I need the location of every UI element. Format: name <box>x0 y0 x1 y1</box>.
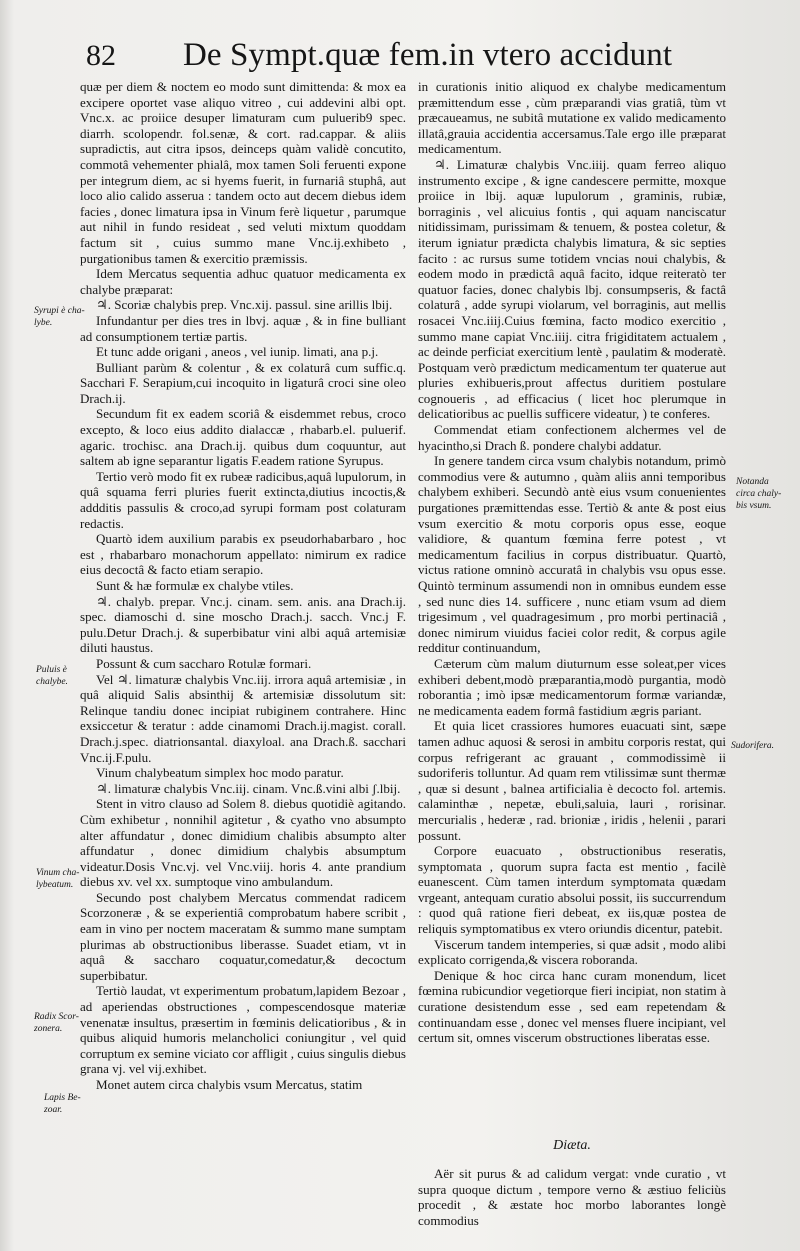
paragraph: in curationis initio aliquod ex chalybe medicamentum præmittendum esse , cùm præparandi vias gratiâ, tùm vt præcaueamus, ne subitâ mutatione ex valido medicamento illatâ,grauia accidentia accersamus.Tale ergo ille præparat medicamentum. <box>418 79 726 157</box>
paragraph: Commendat etiam confectionem alchermes vel de hyacintho,si Drach ß. pondere chalybi addatur. <box>418 422 726 453</box>
margin-note-line: zoar. <box>44 1105 63 1115</box>
paragraph: quæ per diem & noctem eo modo sunt dimittenda: & mox ea excipere oportet vase aliquo vitreo , cui addevini albi opt. Vnc.x. ac proiice desuper limaturam cum puluerib9 spec. diarrh. scolopendr. fol.senæ, & cort. rad.cappar. & aliis supradictis, aut citra ipsos, deinceps quàm validè concutito, commotâ vehementer phialâ, mox tamen Soli feruenti expone per integrum diem, ac si hyems fuerit, in furnariâ stuphâ, aut loco alio calido asserua : tandem octo aut decem diebus idem facies , donec limatura ipsa in Vinum ferè liquetur , parumque aut nihil in fundo resideat , sed veluti mixtum quoddam factum sit , cuius summo mane Vnc.ij.exhibeto , purgationibus tamen & exercitio præmissis. <box>80 79 406 266</box>
paragraph: In genere tandem circa vsum chalybis notandum, primò commodius vere & autumno , quàm aliis anni temporibus chalybem exhiberi. Secundò antè eius vsum conuenientes purgationes præmittendas esse. Tertiò & ante & post eius vsum exercitio & motu corporis opus esse, eoque validiore, & quantum fœmina ferre potest , vt medicamentum facilius in corpus distribuatur. Quartò, victus ratione omninò accuratâ in chalybis vsu opus esse. Quintò terminum assumendi non in omnibus eundem esse , sed nunc dies 14. sufficere , nunc etiam vsum ad diem trigesimum , vel quadragesimum , pro morbi pertinaciâ , donec nimirum viuidus faciei color redit, & corpus agile redditur continuandum, <box>418 453 726 656</box>
paragraph: Idem Mercatus sequentia adhuc quatuor medicamenta ex chalybe præparat: <box>80 266 406 297</box>
margin-note-line: Sudorifera. <box>731 741 775 751</box>
paragraph: Et quia licet crassiores humores euacuati sint, sæpe tamen adhuc aquosi & serosi in ambitu corporis restat, qui corpus refrigerant ac grauant , commodissimè ii sudoriferis tolluntur. Ad quam rem vtilissimæ sunt thermæ , quæ si desunt , balnea artificialia è decocto fol. artemis. calaminthæ , nepetæ, ebuli,saluia, lauri , rorisinar. mercurialis , hederæ , rad. brioniæ , iridis , helenii , parari possunt. <box>418 718 726 843</box>
section-heading: Diæta. <box>553 1138 591 1153</box>
margin-note-line: Vinum cha- <box>36 868 80 878</box>
paragraph: Vel ♃. limaturæ chalybis Vnc.iij. irrora aquâ artemisiæ , in quâ aliquid Salis absinthij & artemisiæ dissolutum sit: Relinque tandiu donec incipiat rubiginem contrahere. Hinc exsiccetur & teratur : adde cinamomi Drach.ij.magist. corall. Drach.j.spec. diatrionsantal. diaxyloal. ana Drach.ß. sacchari Vnc.ij.F.pulu. <box>80 671 406 765</box>
margin-note-line: Lapis Be- <box>44 1093 81 1103</box>
paragraph: Monet autem circa chalybis vsum Mercatus, statim <box>96 1077 363 1092</box>
margin-note-line: Radix Scor- <box>34 1012 79 1022</box>
paragraph: Aër sit purus & ad calidum vergat: vnde curatio , vt supra quoque dictum , tempore verno & æstiuo feliciùs procedit , & æstate hoc morbo laborantes longè commodius <box>418 1166 726 1228</box>
paragraph: Et tunc adde origani , aneos , vel iunip. limati, ana p.j. <box>96 344 379 360</box>
running-title: De Sympt.quæ fem.in vtero accidunt <box>183 37 673 73</box>
margin-note-line: lybeatum. <box>36 880 74 890</box>
margin-note-notanda <box>736 476 781 512</box>
left-text-column <box>80 79 406 1093</box>
paragraph: Viscerum tandem intemperies, si quæ adsit , modo alibi explicato corrigenda,& viscera roboranda. <box>418 936 726 968</box>
paragraph: Sunt & hæ formulæ ex chalybe vtiles. <box>96 578 294 593</box>
section-body <box>418 1166 726 1228</box>
margin-note-line: Syrupi è cha- <box>34 306 85 316</box>
margin-note-line: circa chaly- <box>736 489 782 499</box>
paragraph: Cæterum cùm malum diuturnum esse soleat,per vices exhiberi debent,modò præparantia,modò purgantia, modò roborantia ; imò ipsæ medicamentorum formæ variandæ, ne medicamenta eadem formâ fastidium ægris pariant. <box>418 655 726 718</box>
margin-note-line: lybe. <box>34 318 53 328</box>
paragraph: Stent in vitro clauso ad Solem 8. diebus quotidiè agitando. Cùm exhibetur , nonnihil agitetur , & cyatho vno absumpto alter affundatur , donec dimidium chalibis absumpto alter affundatur , donec dimidium chalybis absumptum videatur.Dosis Vnc.vj. vel Vnc.viij. horis 4. ante prandium diebus xv. vel xx. sumptoque vino ambulandum. <box>80 796 406 890</box>
paragraph: Infundantur per dies tres in lbvj. aquæ , & in fine bulliant ad consumptionem tertiæ partis. <box>80 312 406 344</box>
margin-note-puluis <box>36 664 68 688</box>
recipe-line: ♃. limaturæ chalybis Vnc.iij. cinam. Vnc.ß.vini albi ʃ.lbij. <box>96 780 401 796</box>
paragraph: Vinum chalybeatum simplex hoc modo paratur. <box>96 765 344 781</box>
paragraph: Secundo post chalybem Mercatus commendat radicem Scorzoneræ , & se experientiâ comprobatum habere scribit , eam in vino per noctem maceratam & summo mane sumptam plurimas ab obstructionibus liberasse. Suadet etiam, vt in aquâ & saccharo coquatur,comedatur,& decoctum superbibatur. <box>80 889 406 983</box>
paragraph: Quartò idem auxilium parabis ex pseudorhabarbaro , hoc est , rhabarbaro monachorum appellato: nimirum ex radice eius decoctâ & facto etiam serapio. <box>80 531 406 578</box>
paragraph: Possunt & cum saccharo Rotulæ formari. <box>96 655 312 671</box>
page-number: 82 <box>86 39 116 72</box>
paragraph: Corpore euacuato , obstructionibus reseratis, symptomata , quorum supra facta est mentio , facilè euanescent. Cùm tamen interdum symptomata quædam vrgeant, antequam curatio absolui possit, iis succurrendum : quod quâ ratione fieri debeat, ex iis,quæ postea de reliquis symptomatibus ex vtero oriundis dicentur, patebit. <box>418 843 726 937</box>
margin-note-lapis <box>44 1092 81 1116</box>
margin-note-radix <box>34 1011 79 1035</box>
margin-note-line: Notanda <box>736 477 769 487</box>
margin-note-line: zonera. <box>34 1024 63 1034</box>
margin-note-syrupi <box>34 305 85 329</box>
margin-note-line: Puluis è <box>36 665 67 675</box>
margin-note-line: chalybe. <box>36 677 68 687</box>
paragraph: Secundum fit ex eadem scoriâ & eisdemmet rebus, croco excepto, & loco eius addito dialaccæ , rhabarb.el. puluerif. agaric. trochisc. ana Drach.ij. quibus dum coquuntur, aut saltem ab igne separantur ligatis F.eadem ratione Syrupus. <box>80 406 406 469</box>
recipe-line: ♃. chalyb. prepar. Vnc.j. cinam. sem. anis. ana Drach.ij. spec. diamoschi d. sine moscho Drach.j. sacch. Vnc.j F. pulu.Detur Drach.j. & superbibatur vini albi aquâ artemisiæ diluti haustus. <box>80 593 406 656</box>
right-text-column <box>418 79 726 1046</box>
recipe-line: ♃. Scoriæ chalybis prep. Vnc.xij. passul. sine arillis lbij. <box>96 297 393 313</box>
paragraph: Tertiò laudat, vt experimentum probatum,lapidem Bezoar , ad aperiendas obstructiones , compescendosque materiæ venenatæ insultus, præsertim in fœminis delicatioribus , & in quibus aliquid humoris melancholici coniungitur , vel quid corruptum ex semine viciato cor affligit , cuius singulis diebus grana vj. vel vij.exhibet. <box>80 983 406 1077</box>
margin-note-sudorifera <box>731 740 774 752</box>
recipe-line: ♃. Limaturæ chalybis Vnc.iiij. quam ferreo aliquo instrumento excipe , & igne candescere permitte, moxque proiice in lbij. aquæ lupulorum , graminis, rubiæ, borraginis , vel alicuius fontis , qui aquam nanciscatur nitidissimam, purissimam & tenuem, & postea coletur, & iterum igniatur prædicta chalybis limatura, & sic septies facito : ac rursus sume totidem vncias noui chalybis, & eodem modo in prædictâ aquâ facito, idque reiteratò ter quatuor facies, donec chalybis lbj. consumpseris, & factâ colaturâ , adde syrupi violarum, vel borraginis, aut mellis rosacei Vnc.iiij.Cuius fœmina, facto modico exercitio , summo mane capiat Vnc.iiij. citra frigiditatem actualem , ac deinde perficiat exercitium lentè , paulatim & moderatè. Postquam verò prædictum medicamentum ter quaterue aut pluries exhibueris,prout affectus duritiem postulare cognoueris , ad efficacius ( licet hoc plerumque in delicatioribus ac puellis sufficere videatur, ) te conferes. <box>418 156 726 422</box>
paragraph: Denique & hoc circa hanc curam monendum, licet fœmina rubicundior vegetiorque fieri incipiat, non statim à curatione desistendum esse , sed eam repetendam & continuandam esse , donec vel menses fluere incipiant, vel certum sit, omnes viscerum obstructiones liberatas esse. <box>418 967 726 1046</box>
paragraph: Bulliant parùm & colentur , & ex colaturâ cum suffic.q. Sacchari F. Serapium,cui incoquito in ligaturâ croci sine oleo Drach.ij. <box>80 359 406 406</box>
paragraph: Tertio verò modo fit ex rubeæ radicibus,aquâ lupulorum, in quâ squama ferri pluries fuerit extincta,diutius incoctis,& addditis passulis & croco,ad syrupi formam post colaturam redactis. <box>80 468 406 531</box>
margin-note-line: bis vsum. <box>736 501 772 511</box>
margin-note-vinum <box>36 867 79 891</box>
